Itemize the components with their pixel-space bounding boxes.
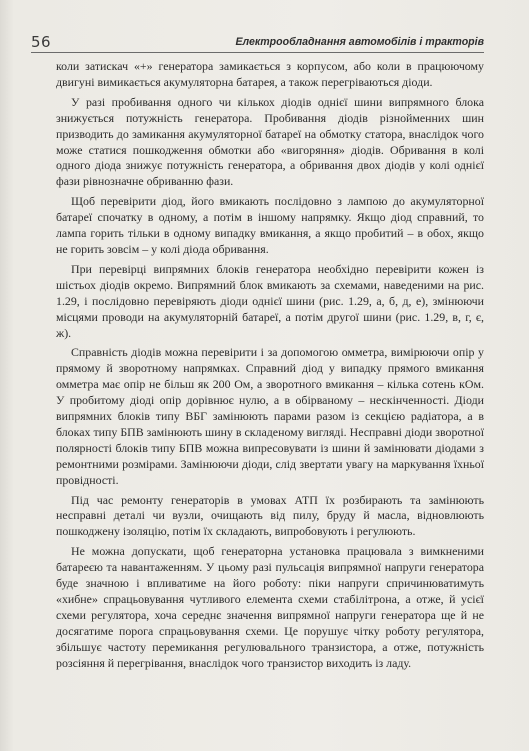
paragraph-continuation: коли затискач «+» генератора замикається з корпусом, або коли в працюючому двигуні вимикається акумуляторна батарея, а також перегріваються діоди.	[56, 59, 484, 89]
paragraph-no-load-warning: Не можна допускати, щоб генераторна установка працювала з вимкненими батареєю та навантаженням. У цьому разі пульсація випрямної напруги генератора буде значною і впливатиме на його роботу: піки напруги спричинюватимуть «хибне» спрацьовування чутливого елемента схеми стабілітрона, а отже, й усієї схеми регулятора, хоча середнє значення випрямної напруги генератора ще й не досягатиме порога спрацьовування схеми. Це порушує чітку роботу регулятора, збільшує частоту перемикання регулювального транзистора, а отже, потужність розсіяння й перегрівання, внаслідок чого транзистор виходить із ладу.	[56, 544, 484, 670]
paragraph-diode-breakdown: У разі пробивання одного чи кількох діодів однієї шини випрямного блока знижується потужність генератора. Пробивання діодів різнойменних шин призводить до замикання акумуляторної батареї на обмотку статора, внаслідок чого може статися пошкодження обмотки або «вигоряння» діодів. Обривання в колі одного діода знижує потужність генератора, а обривання двох діодів у колі однієї фази рівнозначне обриванню фази.	[56, 94, 484, 189]
paragraph-ohmmeter-check: Справність діодів можна перевірити і за допомогою омметра, вимірюючи опір у прямому й зворотному напрямках. Справний діод у випадку прямого вмикання омметра має опір не більш як 200 Ом, а зворотного вмикання – кілька сотень кОм. У пробитому діоді опір дорівнює нулю, а в обірваному – нескінченності. Діоди випрямних блоків типу ВБГ замінюють парами разом із секцією радіатора, а в блоках типу БПВ замінюють шину в складеному вигляді. Несправні діоди зворотної полярності блоків типу БПВ можна випресовувати із шини й замінювати діодами з ремонтними розмірами. Замінюючи діоди, слід звертати увагу на маркування їхньої провідності.	[56, 345, 484, 487]
header-rule	[31, 52, 484, 53]
paragraph-diode-lamp-check: Щоб перевірити діод, його вмикають послідовно з лампою до акумуляторної батареї спочатку в одному, а потім в іншому напрямку. Якщо діод справний, то лампа горить тільки в одному випадку вмикання, а якщо пробитий – в обох, якщо не горить зовсім – у колі діода обривання.	[56, 194, 484, 256]
paragraph-rectifier-block-check: При перевірці випрямних блоків генератора необхідно перевірити кожен із шістьох діодів окремо. Випрямний блок вмикають за схемами, наведеними на рис. 1.29, і послідовно перевіряють діоди однієї шини (рис. 1.29, а, б, д, е), змінюючи місцями проводи на акумуляторній батареї, а потім другої шини (рис. 1.29, в, г, є, ж).	[56, 261, 484, 340]
body-text	[56, 59, 484, 672]
page-header	[31, 34, 484, 50]
running-title: Електрообладнання автомобілів і тракторів	[235, 36, 484, 48]
paragraph-generator-repair: Під час ремонту генераторів в умовах АТП їх розбирають та замінюють несправні деталі чи вузли, очищають від пилу, бруду й масла, відновлюють пошкоджену ізоляцію, потім їх складають, випробовують і регулюють.	[56, 492, 484, 539]
page-number: 56	[31, 33, 52, 51]
